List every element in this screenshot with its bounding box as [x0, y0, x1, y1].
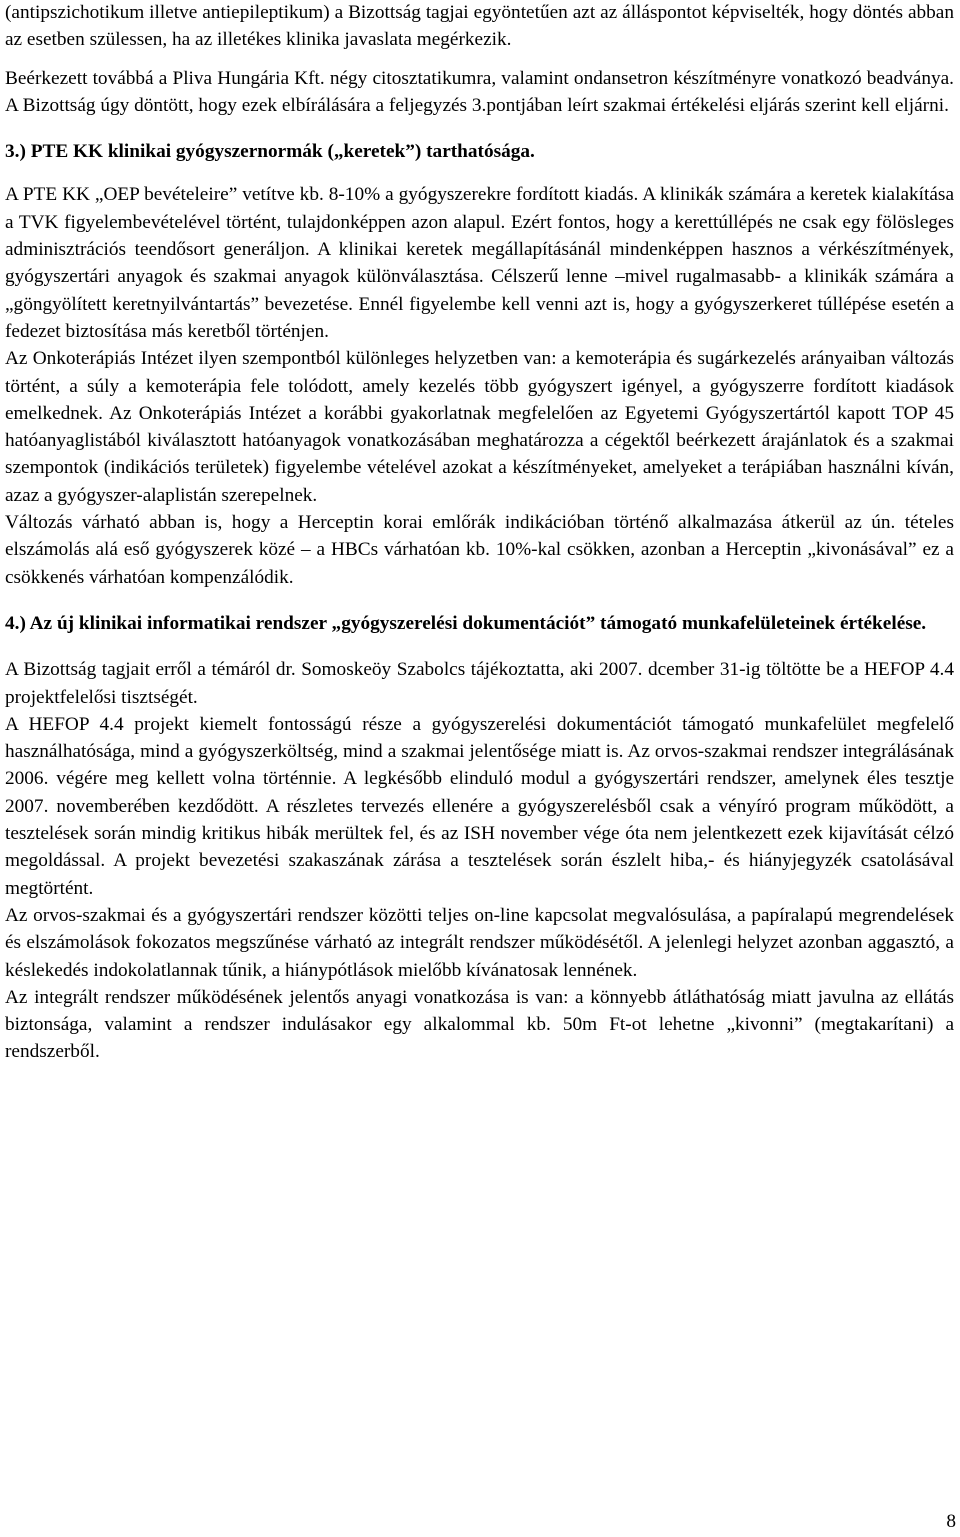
section-heading-3: 3.) PTE KK klinikai gyógyszernormák („keretek”) tarthatósága. — [5, 141, 535, 163]
paragraph-antipsychotic-decision: (antipszichotikum illetve antiepileptikum) a Bizottság tagjai egyöntetűen azt az álláspontot képviselték, hogy döntés abban az esetben szülessen, ha az illetékes klinika javaslata megérkezik. — [5, 2, 954, 51]
page-number: 8 — [946, 1511, 956, 1532]
paragraph-oncology-institute: Az Onkoterápiás Intézet ilyen szempontból különleges helyzetben van: a kemoterápia és sugárkezelés arányaiban változás történt, a súly a kemoterápia fele tolódott, amely kezelés több gyógyszert igényel, a gyógyszerre fordított kiadások emelkednek. Az Onkoterápiás Intézet a korábbi gyakorlatnak megfelelően az Egyetemi Gyógyszertártól kapott TOP 45 hatóanyaglistából kiválasztott hatóanyagok vonatkozásában meghatározza a cégektől beérkezett árajánlatok és a szakmai szempontok (indikációs területek) figyelembe vételével azokat a készítményeket, amelyeket a terápiában használni kíván, azaz a gyógyszer-alaplistán szerepelnek. — [5, 348, 954, 506]
paragraph-financial-impact: Az integrált rendszer működésének jelentős anyagi vonatkozása is van: a könnyebb átláthatóság miatt javulna az ellátás biztonsága, valamint a rendszer indulásakor egy alkalommal kb. 50m Ft-ot lehetne „kivonni” (megtakarítani) a rendszerből. — [5, 986, 954, 1063]
paragraph-herceptin: Változás várható abban is, hogy a Herceptin korai emlőrák indikációban történő alkalmazása átkerül az ún. tételes elszámolás alá eső gyógyszerek közé – a HBCs várhatóan kb. 10%-kal csökken, azonban a Herceptin „kivonásával” ez a csökkenés várhatóan kompenzálódik. — [5, 512, 954, 588]
section-heading-4: 4.) Az új klinikai informatikai rendszer „gyógyszerelési dokumentációt” támogató munkafelületeinek értékelése. — [5, 612, 927, 634]
paragraph-pliva-submission: Beérkezett továbbá a Pliva Hungária Kft. négy citosztatikumra, valamint ondansetron készítményre vonatkozó beadványa. A Bizottság úgy döntött, hogy ezek elbírálására a feljegyzés 3.pontjában leírt szakmai értékelési eljárás szerint kell eljárni. — [5, 67, 954, 116]
paragraph-hefop-briefing: A Bizottság tagjait erről a témáról dr. Somoskeöy Szabolcs tájékoztatta, aki 2007. dcember 31-ig töltötte be a HEFOP 4.4 projektfelelősi tisztségét. — [5, 659, 954, 708]
paragraph-drug-budget: A PTE KK „OEP bevételeire” vetítve kb. 8-10% a gyógyszerekre fordított kiadás. A klinikák számára a keretek kialakítása a TVK figyelembevételével történt, tulajdonképpen azon alapul. Ezért fontos, hogy a kerettúllépés ne csak egy fölösleges adminisztrációs teendősort generáljon. A klinikai keretek megállapításánál mindenképpen hasznos a vérkészítmények, gyógyszertári anyagok és szakmai anyagok különválasztása. Célszerű lenne –mivel rugalmasabb- a klinikák számára a „göngyölített keretnyilvántartás” bevezetése. Ennél figyelembe kell venni azt is, hogy a gyógyszerkeret túllépése esetén a fedezet biztosítása más keretből történjen. — [5, 184, 954, 342]
document-body — [5, 0, 954, 1066]
paragraph-online-connection: Az orvos-szakmai és a gyógyszertári rendszer közötti teljes on-line kapcsolat megvalósulása, a papíralapú megrendelések és elszámolások fokozatos megszűnése várható az integrált rendszer működésétől. A jelenlegi helyzet azonban aggasztó, a késlekedés indokolatlannak tűnik, a hiánypótlások mielőbb kívánatosak lennének. — [5, 904, 954, 981]
paragraph-hefop-project: A HEFOP 4.4 projekt kiemelt fontosságú része a gyógyszerelési dokumentációt támogató munkafelület megfelelő használhatósága, mind a gyógyszerköltség, mind a szakmai jelentősége miatt is. Az orvos-szakmai rendszer integrálásának 2006. végére meg kellett volna történnie. A legkésőbb elinduló modul a gyógyszertári rendszer, amelynek éles tesztje 2007. novemberében kezdődött. A részletes tervezés ellenére a gyógyszerelésből csak a vényíró program működött, a tesztelések során mindig kritikus hibák merültek fel, és az ISH november vége óta nem jelentkezett ezek kijavítását célzó megoldással. A projekt bevezetési szakaszának zárása a tesztelések során észlelt hiba,- és hiányjegyzék csatolásával megtörtént. — [5, 713, 954, 899]
